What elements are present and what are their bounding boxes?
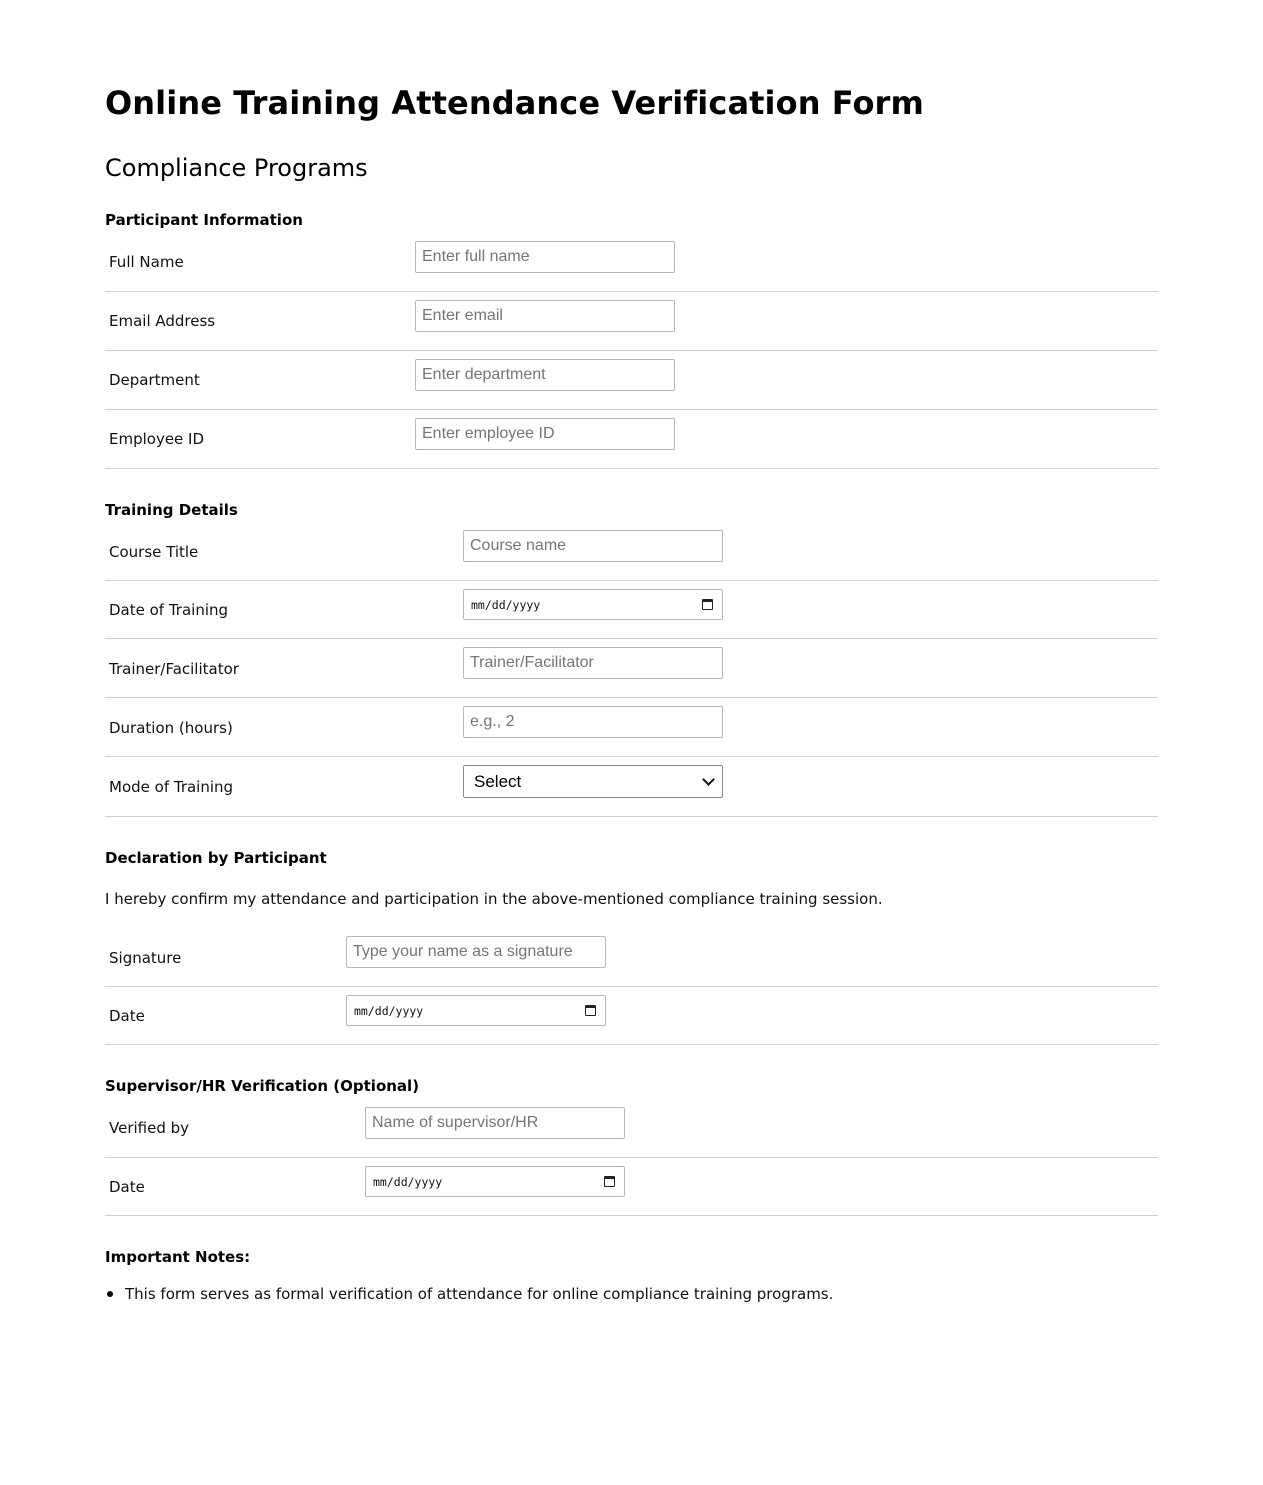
verification-date-input[interactable] — [365, 1166, 625, 1197]
mode-select-value: Select — [474, 771, 522, 791]
row-course-title — [105, 523, 1158, 581]
employee-id-label: Employee ID — [109, 430, 205, 448]
duration-input[interactable] — [463, 706, 723, 738]
row-employee-id — [105, 410, 1158, 469]
notes-list — [105, 1284, 1158, 1302]
mode-select[interactable] — [463, 765, 723, 798]
declaration-date-value: mm/dd/yyyy — [354, 1003, 424, 1018]
page-subtitle: Compliance Programs — [105, 154, 368, 182]
calendar-icon[interactable] — [604, 1176, 615, 1187]
email-label: Email Address — [109, 312, 216, 330]
verified-by-input[interactable] — [365, 1107, 625, 1139]
section-title-declaration: Declaration by Participant — [105, 849, 327, 867]
list-item: This form serves as formal verification of attendance for online compliance training programs. — [105, 1284, 1158, 1302]
trainer-label: Trainer/Facilitator — [109, 660, 239, 678]
verification-date-label: Date — [109, 1178, 145, 1196]
verified-by-label: Verified by — [109, 1119, 190, 1137]
row-department — [105, 351, 1158, 410]
page-title: Online Training Attendance Verification Form — [105, 84, 924, 122]
full-name-input[interactable] — [415, 241, 675, 273]
signature-label: Signature — [109, 949, 182, 967]
row-declaration-date — [105, 987, 1158, 1045]
signature-input[interactable] — [346, 936, 606, 968]
declaration-date-input[interactable] — [346, 995, 606, 1026]
training-date-label: Date of Training — [109, 601, 229, 619]
row-verification-date — [105, 1158, 1158, 1216]
calendar-icon[interactable] — [702, 599, 713, 610]
row-duration — [105, 698, 1158, 757]
department-label: Department — [109, 371, 200, 389]
mode-label: Mode of Training — [109, 778, 234, 796]
row-mode — [105, 757, 1158, 817]
row-trainer — [105, 639, 1158, 698]
training-date-input[interactable] — [463, 589, 723, 620]
section-title-participant: Participant Information — [105, 211, 303, 229]
row-email — [105, 292, 1158, 351]
row-signature — [105, 929, 1158, 987]
verification-date-value: mm/dd/yyyy — [373, 1174, 443, 1189]
employee-id-input[interactable] — [415, 418, 675, 450]
section-title-verification: Supervisor/HR Verification (Optional) — [105, 1077, 420, 1095]
duration-label: Duration (hours) — [109, 719, 233, 737]
email-input[interactable] — [415, 300, 675, 332]
section-title-notes: Important Notes: — [105, 1248, 251, 1266]
section-title-training: Training Details — [105, 501, 238, 519]
full-name-label: Full Name — [109, 253, 184, 271]
row-full-name — [105, 234, 1158, 292]
department-input[interactable] — [415, 359, 675, 391]
course-title-input[interactable] — [463, 530, 723, 562]
row-training-date — [105, 581, 1158, 639]
training-date-value: mm/dd/yyyy — [471, 597, 541, 612]
course-title-label: Course Title — [109, 543, 199, 561]
calendar-icon[interactable] — [585, 1005, 596, 1016]
trainer-input[interactable] — [463, 647, 723, 679]
chevron-down-icon — [702, 773, 715, 786]
declaration-date-label: Date — [109, 1007, 145, 1025]
row-verified-by — [105, 1100, 1158, 1158]
declaration-text: I hereby confirm my attendance and participation in the above-mentioned compliance training session. — [105, 890, 883, 908]
